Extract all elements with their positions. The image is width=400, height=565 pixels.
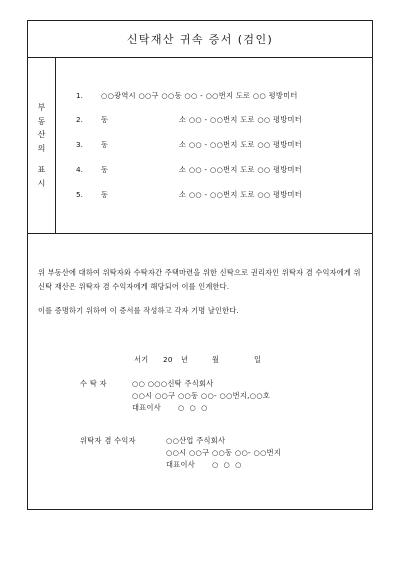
transfer-statement: 위 부동산에 대하여 위탁자와 수탁자간 주택마련을 위한 신탁으로 권리자인 위탁자 겸 수익자에게 위 신탁 재산은 위탁자 겸 수익자에게 해당되어 이를 인계한다. (38, 268, 361, 292)
trustee-label: 수 탁 자 (80, 379, 107, 388)
property-ditto: 동 (101, 165, 108, 174)
attestation-statement: 이를 증명하기 위하여 이 증서를 작성하고 각자 기명 날인한다. (38, 306, 239, 316)
property-ditto: 동 (101, 115, 108, 124)
property-address: 소 ○○ - ○○번지 도로 ○○ 평방미터 (179, 190, 303, 199)
date-prefix: 서기 (134, 355, 149, 364)
trustor-rep-label: 대표이사 (166, 460, 195, 469)
certificate-frame (27, 20, 373, 510)
section-label-char: 산 (37, 130, 46, 139)
property-address: 소 ○○ - ○○번지 도로 ○○ 평방미터 (179, 165, 303, 174)
section-label-char: 부 (37, 103, 46, 112)
property-address: 소 ○○ - ○○번지 도로 ○○ 평방미터 (179, 140, 303, 149)
property-number: 2. (76, 115, 83, 124)
section-label-char: 동 (37, 116, 46, 126)
trustor-address: ○○시 ○○구 ○○동 ○○- ○○번지 (166, 448, 282, 457)
property-number: 3. (76, 140, 83, 149)
date-year-unit: 년 (181, 355, 189, 364)
property-number: 4. (76, 165, 83, 174)
trustee-rep-label: 대표이사 (132, 403, 161, 412)
certificate-body (38, 266, 368, 319)
property-number: 5. (76, 190, 83, 199)
date-month-unit: 월 (212, 355, 220, 364)
date-day-unit: 일 (254, 355, 262, 364)
section-label-char: 시 (37, 178, 46, 188)
date-year: 20 (163, 355, 173, 364)
property-section-label (28, 58, 56, 233)
section-label-char: 표 (37, 165, 46, 174)
document-title: 신탁재산 귀속 증서 (검인) (28, 21, 372, 58)
property-address: ○○광역시 ○○구 ○○동 ○○ - ○○번지 도로 ○○ 평방미터 (101, 91, 298, 100)
section-label-char: 의 (37, 143, 46, 153)
property-table (28, 58, 372, 234)
trustee-rep-name: ○ ○ ○ (178, 403, 209, 412)
property-number: 1. (76, 91, 83, 100)
trustor-rep-name: ○ ○ ○ (212, 460, 243, 469)
trustor-name: ○○산업 주식회사 (166, 436, 226, 445)
trustor-label: 위탁자 겸 수익자 (80, 436, 136, 445)
trustee-address: ○○시 ○○구 ○○동 ○○- ○○번지,○○호 (132, 391, 271, 400)
property-ditto: 동 (101, 190, 108, 199)
property-address: 소 ○○ - ○○번지 도로 ○○ 평방미터 (179, 115, 303, 124)
trustee-name: ○○ ○○○신탁 주식회사 (132, 379, 214, 388)
property-ditto: 동 (101, 140, 108, 149)
